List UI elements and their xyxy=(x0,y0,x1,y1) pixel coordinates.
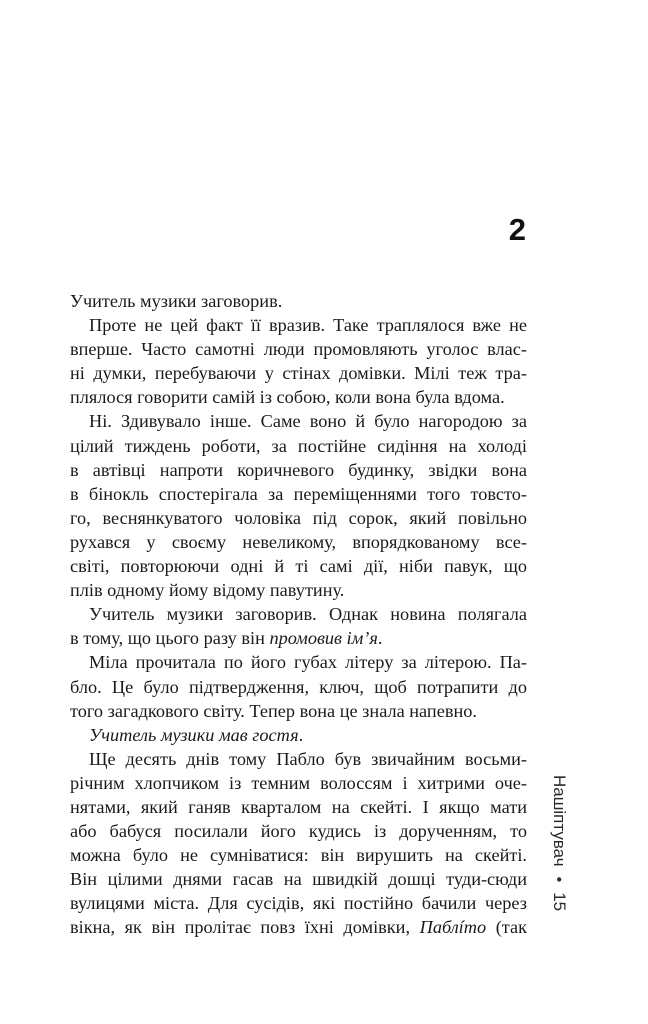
text-run: . xyxy=(377,628,383,649)
paragraph-line: плів одному йому відому павутину. xyxy=(70,580,345,601)
emphasis: Учитель музики мав гостя xyxy=(89,724,299,745)
text-run: (так xyxy=(486,917,527,938)
text-run: . xyxy=(298,724,304,745)
paragraph-line: бло. Це було підтвердження, ключ, щоб потрапити до xyxy=(70,676,527,697)
emphasis: Паблíто xyxy=(419,917,487,938)
chapter-number: 2 xyxy=(508,212,526,247)
paragraph-line: вперше. Часто самотні люди промовляють уголос влас- xyxy=(70,339,527,360)
running-head xyxy=(545,775,573,935)
paragraph-line: або бабуся посилали його кудись із дорученням, то xyxy=(70,821,527,842)
paragraph-line: ні думки, перебуваючи у стінах домівки. Мілі теж тра- xyxy=(70,363,527,384)
paragraph-line: світі, повторюючи одні й ті самі дії, ніби павук, що xyxy=(70,556,527,577)
paragraph-line: рухався у своєму невеликому, впорядкованому все- xyxy=(70,531,527,552)
paragraph-line: Міла прочитала по його губах літеру за літерою. Па- xyxy=(89,652,527,673)
paragraph-line: плялося говорити самій із собою, коли вона була вдома. xyxy=(70,387,505,408)
paragraph: Учитель музики заговорив. xyxy=(70,291,283,311)
paragraph-line: нятами, який ганяв кварталом на скейті. І якщо мати xyxy=(70,796,527,817)
paragraph-line: річним хлопчиком із темним волоссям і хитрими оче- xyxy=(70,772,527,793)
paragraph-line xyxy=(70,723,527,747)
paragraph-line: Ще десять днів тому Пабло був звичайним восьми- xyxy=(89,748,527,769)
paragraph-line: Він цілими днями гасав на швидкій дошці туди-сюди xyxy=(70,869,527,890)
body-text xyxy=(70,289,527,940)
paragraph-line: можна було не сумніватися: він вирушить на скейті. xyxy=(70,845,527,866)
paragraph-line: Ні. Здивувало інше. Саме воно й було нагородою за xyxy=(89,411,527,432)
paragraph-line: Учитель музики заговорив. Однак новина полягала xyxy=(89,604,527,625)
separator-dot: • xyxy=(550,876,567,883)
paragraph-line: го, веснянкуватого чоловіка під сорок, який повільно xyxy=(70,507,527,528)
book-title: Нашіптувач xyxy=(550,775,569,867)
paragraph-line: Проте не цей факт її вразив. Таке траплялося вже не xyxy=(89,315,527,336)
emphasis: промовив ім’я xyxy=(269,628,378,649)
paragraph-line: вулицями міста. Для сусідів, які постійно бачили через xyxy=(70,893,527,914)
paragraph-line: цілий тиждень роботи, за постійне сидіння на холоді xyxy=(70,435,527,456)
paragraph-line xyxy=(70,915,527,939)
text-run: вікна, як він пролітає повз їхні домівки, xyxy=(70,917,420,938)
paragraph-line: в бінокль спостерігала за переміщеннями того товсто- xyxy=(70,483,527,504)
paragraph-line: в автівці напроти коричневого будинку, звідки вона xyxy=(70,459,527,480)
page-number: 15 xyxy=(550,892,569,912)
paragraph-line: того загадкового світу. Тепер вона це знала напевно. xyxy=(70,700,477,721)
paragraph-line xyxy=(70,626,527,650)
text-run: в тому, що цього разу він xyxy=(70,628,270,649)
